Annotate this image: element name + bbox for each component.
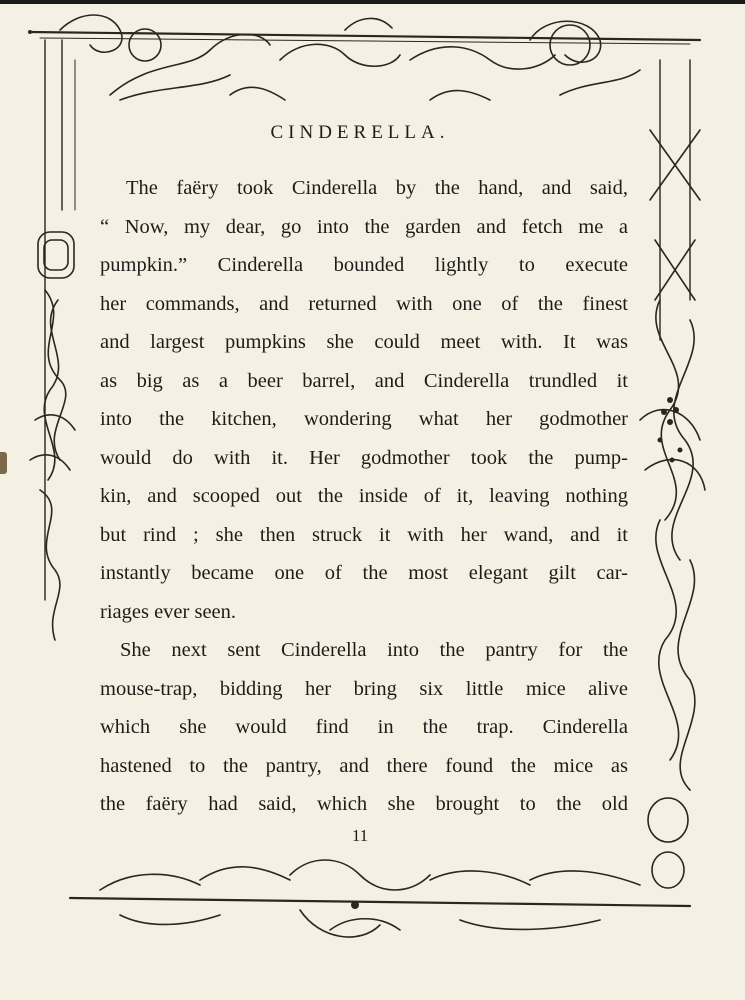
text-line: hastened to the pantry, and there found the mice as (100, 754, 628, 777)
text-line: “ Now, my dear, go into the garden and fetch me a (100, 215, 628, 238)
body-text (100, 169, 628, 824)
text-line: as big as a beer barrel, and Cinderella trundled it (100, 369, 628, 392)
text-line: into the kitchen, wondering what her godmother (100, 408, 628, 430)
text-line: instantly became one of the most elegant gilt car- (100, 562, 628, 584)
text-line: the faëry had said, which she brought to the old (100, 793, 628, 815)
text-line: but rind ; she then struck it with her wand, and it (100, 523, 628, 546)
text-line: The faëry took Cinderella by the hand, and said, (126, 177, 628, 199)
text-line: riages ever seen. (100, 600, 237, 623)
text-line: and largest pumpkins she could meet with. It was (100, 331, 628, 353)
text-line: which she would find in the trap. Cinderella (100, 716, 628, 738)
text-line: She next sent Cinderella into the pantry for the (120, 639, 628, 661)
page-number: 11 (351, 826, 369, 845)
text-line: mouse-trap, bidding her bring six little mice alive (100, 677, 628, 700)
text-line: kin, and scooped out the inside of it, leaving nothing (100, 485, 628, 507)
page-heading: CINDERELLA. (270, 122, 450, 143)
text-line: pumpkin.” Cinderella bounded lightly to execute (100, 254, 628, 276)
text-line: would do with it. Her godmother took the pump- (100, 446, 628, 469)
text-line: her commands, and returned with one of the finest (100, 292, 628, 315)
